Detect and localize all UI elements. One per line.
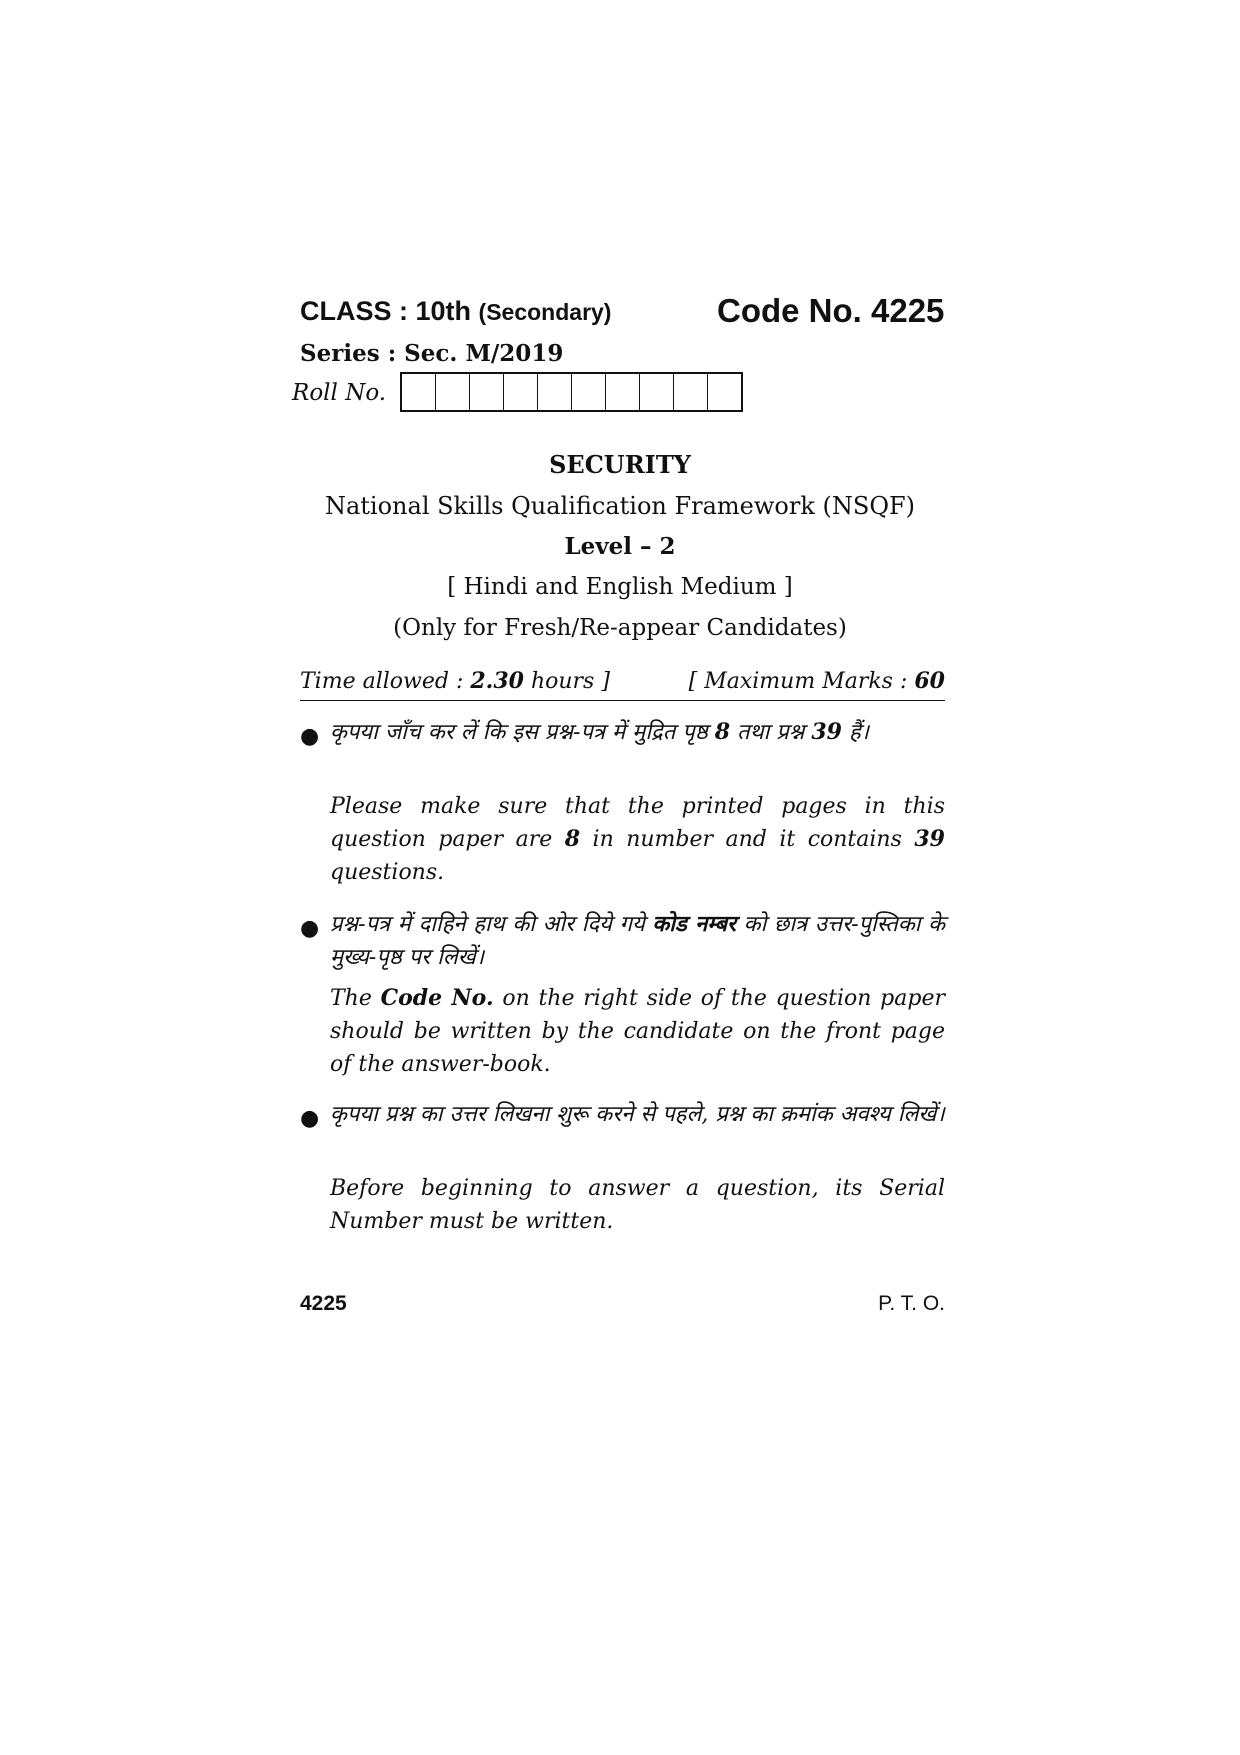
maximum-marks bbox=[689, 668, 945, 694]
class-text: CLASS : 10th bbox=[300, 296, 472, 326]
text-span: को छात्र उत्तर-पुस्तिका के मुख्य-पृष्ठ पर लिखें। bbox=[330, 912, 945, 970]
roll-number-box[interactable] bbox=[435, 374, 469, 410]
subject-title: SECURITY bbox=[549, 450, 691, 479]
roll-number-box[interactable] bbox=[537, 374, 571, 410]
code-number-emphasis: कोड नम्बर bbox=[652, 911, 737, 937]
medium-note: [ Hindi and English Medium ] bbox=[447, 574, 793, 600]
text-span: The bbox=[330, 986, 381, 1011]
series-label: Series : Sec. M/2019 bbox=[300, 340, 564, 367]
divider-line bbox=[300, 700, 945, 701]
time-value: 2.30 bbox=[470, 668, 524, 694]
time-suffix: hours ] bbox=[523, 669, 610, 694]
text-span: on the right side of the question paper should be written by the candidate on the front page of the answer-book. bbox=[330, 986, 945, 1077]
candidates-note: (Only for Fresh/Re-appear Candidates) bbox=[393, 615, 847, 641]
text-span: Please make sure that the printed pages in this question paper are bbox=[330, 794, 945, 852]
roll-number-box[interactable] bbox=[571, 374, 605, 410]
class-level-text: (Secondary) bbox=[478, 299, 612, 325]
instruction-3-hindi: कृपया प्रश्न का उत्तर लिखना शुरू करने से पहले, प्रश्न का क्रमांक अवश्य लिखें। bbox=[330, 1102, 945, 1127]
code-number: Code No. 4225 bbox=[717, 292, 945, 329]
text-span: कृपया जाँच कर लें कि इस प्रश्न-पत्र में मुद्रित पृष्ठ bbox=[330, 720, 715, 745]
instruction-1-english bbox=[330, 790, 945, 889]
text-span: तथा प्रश्न bbox=[730, 720, 812, 745]
text-span: questions. bbox=[330, 860, 445, 885]
marks-prefix: [ Maximum Marks : bbox=[688, 669, 915, 694]
footer-code: 4225 bbox=[300, 1292, 347, 1315]
text-span: in number and it contains bbox=[580, 827, 915, 852]
bullet-icon: ● bbox=[300, 916, 320, 941]
framework-title: National Skills Qualification Framework (NSQF) bbox=[324, 492, 916, 520]
question-count: 39 bbox=[811, 719, 842, 745]
roll-number-box[interactable] bbox=[605, 374, 639, 410]
time-marks-row bbox=[300, 668, 945, 694]
time-allowed bbox=[300, 668, 610, 694]
roll-number-box[interactable] bbox=[707, 374, 741, 410]
page-count: 8 bbox=[564, 826, 581, 852]
code-number-emphasis: Code No. bbox=[380, 985, 494, 1011]
page-count: 8 bbox=[714, 719, 730, 745]
bullet-icon: ● bbox=[300, 724, 320, 749]
class-label bbox=[300, 296, 611, 327]
roll-number-box[interactable] bbox=[402, 374, 435, 410]
time-prefix: Time allowed : bbox=[300, 669, 471, 694]
bullet-icon: ● bbox=[300, 1106, 320, 1131]
roll-number-box[interactable] bbox=[469, 374, 503, 410]
instruction-3-english: Before beginning to answer a question, its Serial Number must be written. bbox=[330, 1176, 945, 1234]
instruction-2-hindi bbox=[330, 908, 945, 974]
text-span: प्रश्न-पत्र में दाहिने हाथ की ओर दिये गये bbox=[330, 912, 653, 937]
roll-number-box[interactable] bbox=[673, 374, 707, 410]
footer-pto: P. T. O. bbox=[878, 1292, 945, 1315]
text-span: हैं। bbox=[841, 720, 869, 745]
roll-number-box[interactable] bbox=[639, 374, 673, 410]
roll-number-label: Roll No. bbox=[292, 380, 387, 406]
question-count: 39 bbox=[914, 826, 945, 852]
instruction-1-hindi bbox=[330, 716, 945, 749]
instruction-2-english bbox=[330, 982, 945, 1081]
roll-number-boxes[interactable] bbox=[400, 372, 743, 412]
roll-number-box[interactable] bbox=[503, 374, 537, 410]
marks-value: 60 bbox=[914, 668, 945, 694]
level-title: Level – 2 bbox=[564, 533, 676, 560]
